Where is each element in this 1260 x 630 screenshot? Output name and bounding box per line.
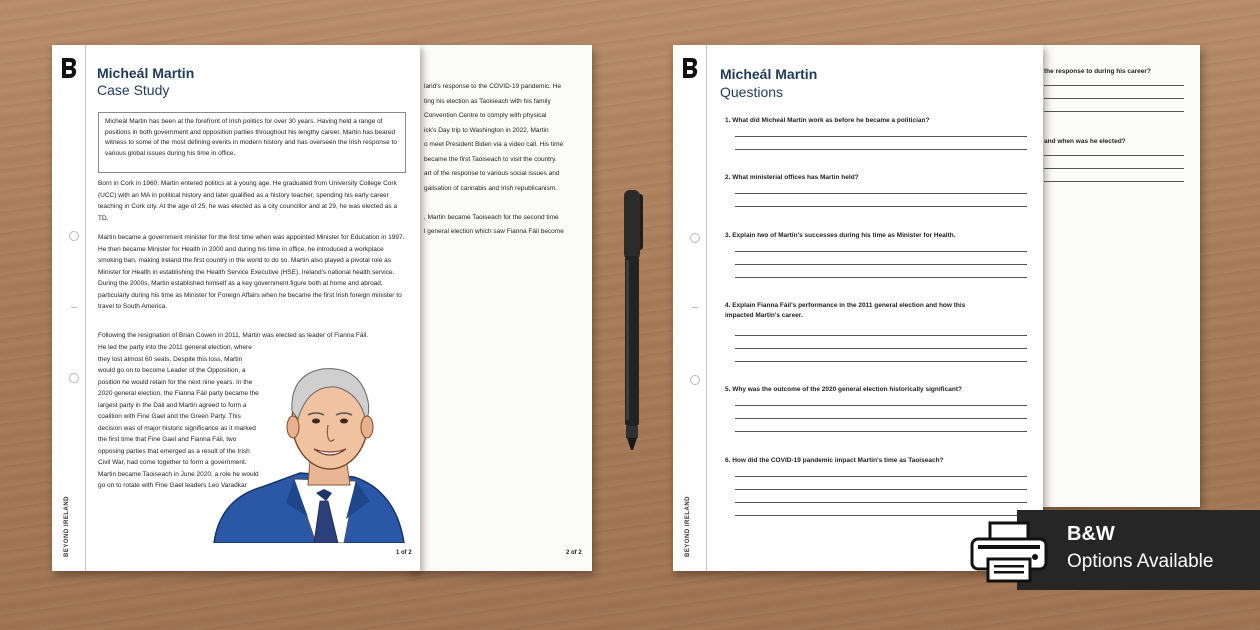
answer-line (735, 489, 1027, 490)
paragraph: Martin became a government minister for the first time when was appointed Minister for Education in 1997. He then became Minister for Health in 2000 and during his time in office, he introduced a workplace smoking ban, making Ireland the first country in the world to do so. Martin also played a pivotal role as Minister for Health in establishing the Health Service Executive (HSE), Ireland's national health service. During the 2000s, Martin established himself as a key government figure both at home and abroad, particularly during his time as Minister for Foreign Affairs when he became the first Irish foreign minister to travel to South America. (98, 234, 405, 310)
questions-page-2 (1030, 45, 1200, 507)
answer-line (735, 277, 1027, 278)
page-2-line: land's response to the COVID-19 pandemic. He (424, 83, 562, 90)
answer-line (735, 515, 1027, 516)
question-text: the response to during his career? (1044, 68, 1151, 75)
pen-icon (616, 190, 648, 452)
answer-line (735, 418, 1027, 419)
beyond-logo-icon (681, 57, 699, 79)
answer-line (1044, 181, 1184, 182)
answer-line (735, 193, 1027, 194)
question-6: 6. How did the COVID-19 pandemic impact Martin's time as Taoiseach? (725, 457, 944, 464)
page-title: Micheál Martin (97, 65, 195, 81)
answer-line (1044, 155, 1184, 156)
paragraph: Born in Cork in 1960, Martin entered politics at a young age. He graduated from University College Cork (UCC) with an MA in political history and later qualified as a history teacher, spending his early career teaching in Cork city. At the age of 25, he was elected as a city councillor and at 29, he was elected as a TD. (98, 180, 398, 222)
answer-line (735, 206, 1027, 207)
answer-line (735, 405, 1027, 406)
page-number-1: 1 of 2 (396, 550, 412, 556)
paragraph: Following the resignation of Brian Cowen in 2011, Martin was elected as leader of Fianna Fáil. (98, 332, 369, 339)
page-2-line: became the first Taoiseach to visit the country. (424, 155, 557, 163)
answer-line (1044, 85, 1184, 86)
case-study-page-1 (52, 45, 420, 571)
page-title: Micheál Martin (720, 66, 818, 82)
printer-icon (968, 521, 1050, 583)
brand-vertical: BEYOND IRELAND (64, 495, 70, 557)
answer-line (735, 431, 1027, 432)
punch-hole (690, 233, 700, 243)
answer-line (735, 136, 1027, 137)
intro-box: Micheál Martin has been at the forefront of Irish politics for over 30 years. Having held a range of positions in both government and opposition parties throughout his lengthy career, Martin has beared witness to some of the most defining events in modern history and has overseen the Irish response to various global issues during his time in office. (98, 112, 406, 173)
badge-subtitle: Options Available (1067, 551, 1214, 572)
questions-page-1 (673, 45, 1043, 571)
case-study-page-2 (408, 45, 592, 571)
page-2-line: ting his election as Taoiseach with his family (424, 97, 551, 105)
answer-line (735, 348, 1027, 349)
question-5: 5. Why was the outcome of the 2020 general election historically significant? (725, 386, 962, 393)
badge-title: B&W (1067, 523, 1115, 545)
question-2: 2. What ministerial offices has Martin held? (725, 174, 859, 181)
brand-vertical: BEYOND IRELAND (685, 495, 691, 557)
page-2-line: ick's Day trip to Washington in 2022, Martin (424, 126, 549, 134)
question-text: and when was he elected? (1044, 138, 1126, 145)
answer-line (735, 335, 1027, 336)
fold-mark (71, 307, 77, 308)
page-2-line: galisation of cannabis and Irish republicanism. (424, 184, 557, 192)
punch-hole (69, 231, 79, 241)
answer-line (735, 251, 1027, 252)
question-4: 4. Explain Fianna Fáil's performance in the 2011 general election and how this impacted Martin's career. (725, 302, 966, 319)
answer-line (1044, 111, 1184, 112)
answer-line (735, 361, 1027, 362)
fold-mark (692, 307, 698, 308)
page-spine (52, 45, 86, 571)
answer-line (735, 264, 1027, 265)
answer-line (1044, 168, 1184, 169)
answer-line (735, 476, 1027, 477)
bw-options-badge (1017, 510, 1260, 590)
page-subtitle: Case Study (97, 82, 170, 98)
page-2-line: o meet President Biden via a video call. His time (424, 141, 564, 148)
punch-hole (690, 375, 700, 385)
page-subtitle: Questions (720, 84, 784, 100)
page-2-line: art of the response to various social issues and (424, 170, 560, 177)
page-2-line: , Martin became Taoiseach for the second time (424, 213, 559, 221)
portrait-illustration (204, 341, 410, 543)
paragraph: He led the party into the 2011 general election, where they lost almost 60 seats. Despite this loss, Martin would go on to become Leader of the Opposition, a position he would retain for the next nine years. In the 2020 general election, the Fianna Fáil party became the largest party in the Dáil and Martin agreed to form a coalition with Fine Gael and the Green Party. This decision was of major historic significance as it marked the first time that Fine Gael and Fianna Fáil, two opposing parties that emerged as a result of the Irish Civil War, had come together to form a government. Martin became Taoiseach in June 2020, a role he would go on to rotate with Fine Gael leaders Leo Varadkar (98, 344, 259, 489)
answer-line (1044, 98, 1184, 99)
answer-line (735, 149, 1027, 150)
page-2-line: l general election which saw Fianna Fáil become (424, 228, 564, 235)
answer-line (735, 502, 1027, 503)
page-number-2: 2 of 2 (566, 550, 582, 556)
beyond-logo-icon (60, 57, 78, 79)
question-1: 1. What did Micheál Martin work as before he became a politician? (725, 117, 930, 124)
question-3: 3. Explain two of Martin's successes during his time as Minister for Health. (725, 232, 956, 239)
punch-hole (69, 373, 79, 383)
page-2-line: Convention Centre to comply with physical (424, 112, 547, 119)
page-spine (673, 45, 707, 571)
